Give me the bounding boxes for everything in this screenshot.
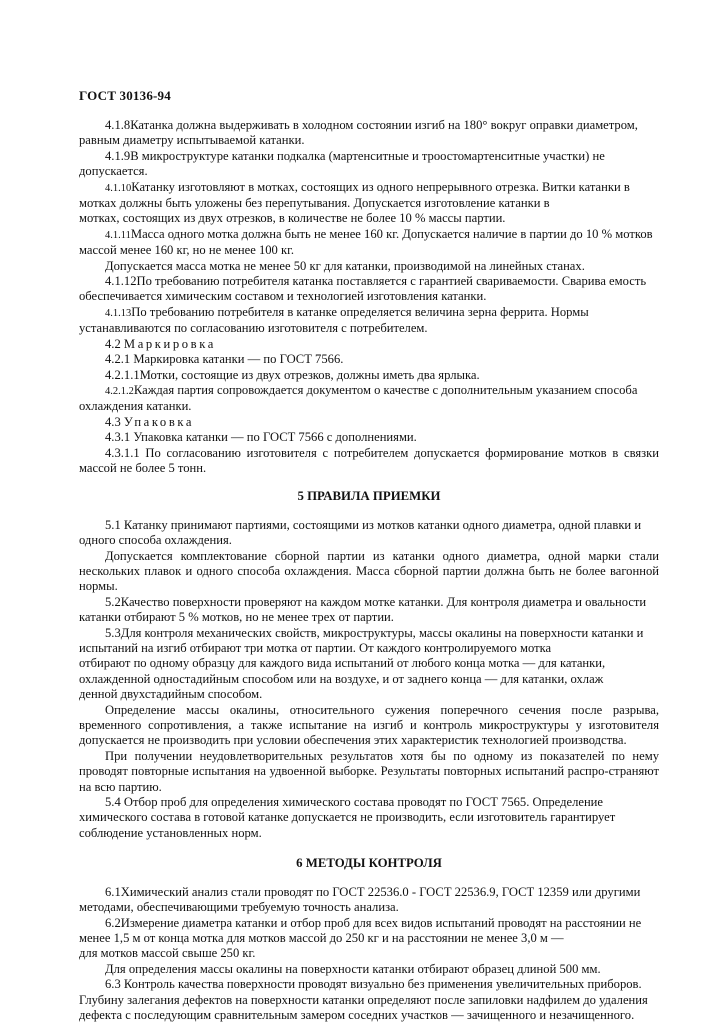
clause-number: 4.1.10 bbox=[105, 182, 132, 194]
clause-4-1-9: 4.1.9В микроструктуре катанки подкалка (мартенситные и троостомартенситные участки) не допускается. bbox=[79, 148, 605, 179]
clause-number: 4.2 bbox=[105, 336, 121, 351]
clause-4-2-1: 4.2.1 Маркировка катанки — по ГОСТ 7566. bbox=[105, 352, 344, 367]
clause-6-2-cont-2: Для определения массы окалины на поверхности катанки отбирают образец длиной 500 мм. bbox=[105, 961, 601, 976]
document-body bbox=[79, 118, 659, 1023]
clause-4-1-13 bbox=[79, 305, 659, 337]
subsection-title: Упаковка bbox=[123, 414, 195, 429]
clause-6-2: 6.2Измерение диаметра катанки и отбор проб для всех видов испытаний проводят на расстоянии не менее 1,5 м от конца мотка для мотков массой до 250 кг и на расстоянии не менее 3,0 м — bbox=[79, 915, 642, 945]
clause-4-1-11-cont: Допускается масса мотка не менее 50 кг для катанки, производимой на линейных станах. bbox=[105, 258, 585, 273]
clause-5-3-cont-1: отбирают по одному образцу для каждого вида испытаний от любого конца мотка — для катанки, bbox=[79, 656, 606, 671]
clause-text: Катанку изготовляют в мотках, состоящих из одного непрерывного отрезка. Витки катанки в мотках должны быть уложены без перепутывания. Допускается изготовление катанки в bbox=[79, 179, 630, 211]
clause-4-2-1-1: 4.2.1.1Мотки, состоящие из двух отрезков, должны иметь два ярлыка. bbox=[105, 367, 480, 382]
clause-5-3-cont-2: охлажденной одностадийным способом или на воздухе, и от заднего конца — для катанки, охлаж bbox=[79, 671, 604, 686]
clause-number: 4.1.13 bbox=[105, 307, 132, 319]
document-code-header: ГОСТ 30136-94 bbox=[79, 88, 171, 103]
section-5-heading: 5 ПРАВИЛА ПРИЕМКИ bbox=[297, 489, 441, 504]
subsection-title: Маркировка bbox=[123, 336, 216, 351]
clause-5-3-cont-5: При получении неудовлетворительных результатов хотя бы по одному из показателей по нему проводят повторные испытания на удвоенной выборке. Результаты повторных испытаний распро-страняют на всю партию. bbox=[79, 748, 659, 794]
clause-text: По требованию потребителя в катанке определяется величина зерна феррита. Нормы устанавливаются по согласованию изготовителя с потребителем. bbox=[79, 304, 589, 336]
clause-number: 4.2.1.2 bbox=[105, 385, 134, 397]
section-4-3-title bbox=[79, 415, 659, 430]
clause-text: Масса одного мотка должна быть не менее 160 кг. Допускается наличие в партии до 10 % мотков массой менее 160 кг, но не менее 100 кг. bbox=[79, 226, 653, 258]
clause-number: 4.3 bbox=[105, 414, 121, 429]
clause-6-3: 6.3 Контроль качества поверхности проводят визуально без применения увеличительных приборов. Глубину залегания дефектов на поверхности катанки определяют после запиловки надфилем до удаления дефекта с последующим сравнительным замером соседних участков — зачищенного и незачищенного. bbox=[79, 977, 648, 1022]
clause-4-1-10 bbox=[79, 180, 659, 212]
clause-5-2: 5.2Качество поверхности проверяют на каждом мотке катанки. Для контроля диаметра и овальности катанки отбирают 5 % мотков, но не менее трех от партии. bbox=[79, 594, 647, 625]
clause-number: 4.1.11 bbox=[105, 229, 131, 241]
clause-5-4: 5.4 Отбор проб для определения химического состава проводят по ГОСТ 7565. Определение химического состава в готовой катанке допускается не производить, если изготовитель гарантирует соблюдение установленных норм. bbox=[79, 795, 616, 840]
clause-5-3-cont-3: денной двухстадийным способом. bbox=[79, 687, 263, 702]
clause-text: Каждая партия сопровождается документом о качестве с дополнительным указанием способа охлаждения катанки. bbox=[79, 382, 638, 414]
clause-5-1-cont: Допускается комплектование сборной партии из катанки одного диаметра, одной марки стали нескольких плавок и одного способа охлаждения. Масса сборной партии должна быть не более вагонной нормы. bbox=[79, 548, 659, 594]
clause-4-1-11 bbox=[79, 227, 659, 259]
clause-4-1-8: 4.1.8Катанка должна выдерживать в холодном состоянии изгиб на 180° вокруг оправки диаметром, равным диаметру испытываемой катанки. bbox=[79, 118, 638, 148]
clause-4-3-1-1: 4.3.1.1 По согласованию изготовителя с потребителем допускается формирование мотков в связки массой не более 5 тонн. bbox=[79, 445, 659, 475]
clause-4-1-10-cont: мотках, состоящих из двух отрезков, в количестве не более 10 % массы партии. bbox=[79, 211, 506, 226]
clause-6-1: 6.1Химический анализ стали проводят по ГОСТ 22536.0 - ГОСТ 22536.9, ГОСТ 12359 или другими методами, обеспечивающими требуемую точность анализа. bbox=[79, 884, 641, 915]
clause-6-2-cont: для мотков массой свыше 250 кг. bbox=[79, 946, 256, 961]
section-4-2-title bbox=[79, 337, 659, 352]
clause-4-2-1-2 bbox=[79, 383, 659, 415]
clause-5-1: 5.1 Катанку принимают партиями, состоящими из мотков катанки одного диаметра, одной плавки и одного способа охлаждения. bbox=[79, 517, 642, 548]
clause-5-3: 5.3Для контроля механических свойств, микроструктуры, массы окалины на поверхности катанки и испытаний на изгиб отбирают три мотка от партии. От каждого контролируемого мотка bbox=[79, 625, 644, 655]
clause-4-3-1: 4.3.1 Упаковка катанки — по ГОСТ 7566 с дополнениями. bbox=[105, 430, 417, 445]
clause-5-3-cont-4: Определение массы окалины, относительного сужения поперечного сечения после разрыва, временного сопротивления, а также испытание на изгиб и контроль микроструктуры у изготовителя допускается не производить при условии обеспечения этих характеристик технологией производства. bbox=[79, 702, 659, 748]
clause-4-1-12: 4.1.12По требованию потребителя катанка поставляется с гарантией свариваемости. Сварива емость обеспечивается химическим составом и технологией изготовления катанки. bbox=[79, 274, 647, 304]
section-6-heading: 6 МЕТОДЫ КОНТРОЛЯ bbox=[296, 856, 442, 871]
